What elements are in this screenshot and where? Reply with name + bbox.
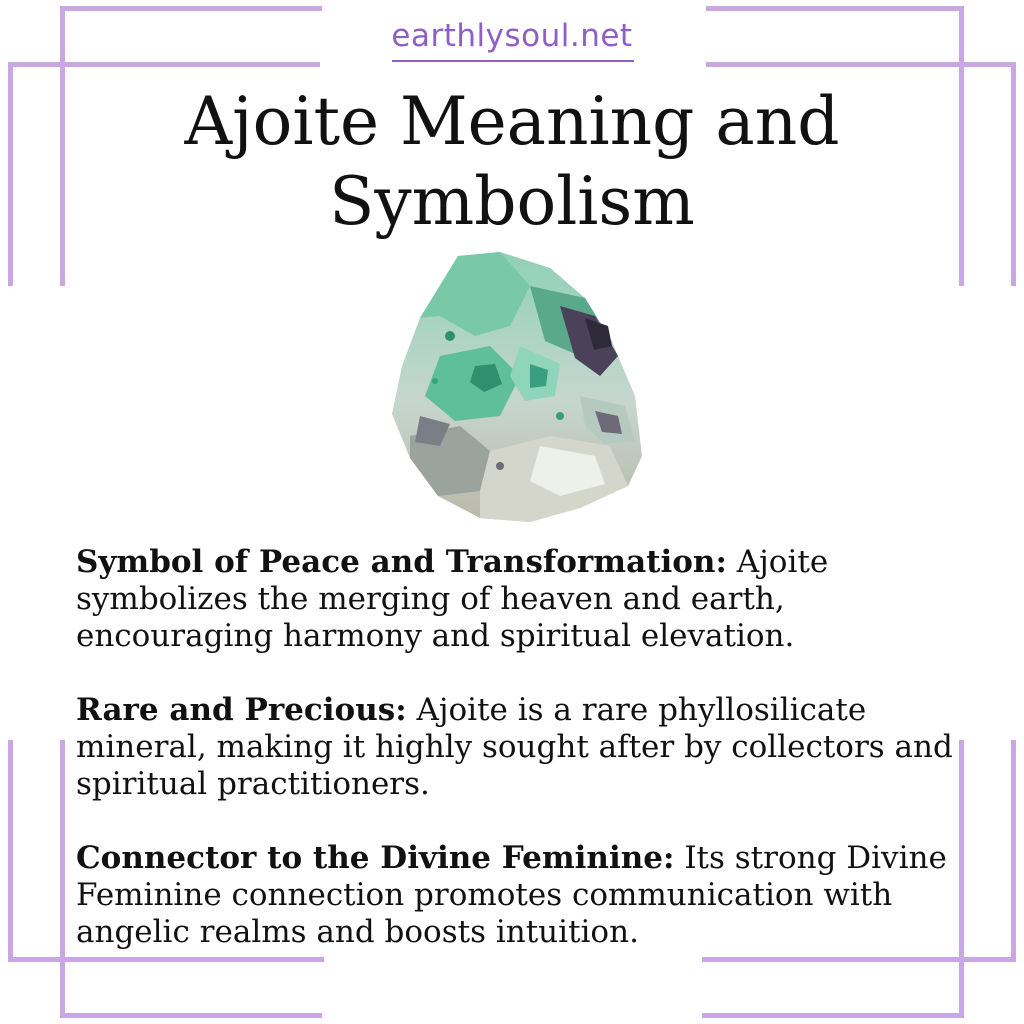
site-logo[interactable]: earthlysoul.net [391,18,633,54]
frame-line-left-horizontal-upper [8,62,320,67]
section-heading: Symbol of Peace and Transformation: [76,544,727,580]
section-rare-precious [76,692,966,803]
section-peace-transformation [76,544,966,655]
ajoite-crystal-image [380,246,650,528]
frame-line-top-right-horizontal [706,6,964,11]
frame-line-right-vertical-lower [1011,740,1016,962]
frame-line-left-vertical-lower [8,740,13,962]
section-body: Its strong Divine Feminine connection promotes communication with angelic realms and boosts intuition. [76,840,947,950]
frame-line-right-vertical-upper [1011,62,1016,286]
content-section [76,544,966,988]
frame-line-bottom-left-horizontal [60,1013,322,1018]
frame-line-bottom-right-horizontal [702,1013,964,1018]
section-heading: Connector to the Divine Feminine: [76,840,675,876]
section-divine-feminine [76,840,966,951]
section-heading: Rare and Precious: [76,692,407,728]
logo-underline [392,60,634,62]
frame-line-top-left-horizontal [60,6,322,11]
section-body: Ajoite symbolizes the merging of heaven and earth, encouraging harmony and spiritual elevation. [76,544,829,654]
frame-line-left-vertical-lower-inner [60,740,65,1018]
page-title: Ajoite Meaning and Symbolism [184,83,840,240]
section-body: Ajoite is a rare phyllosilicate mineral, making it highly sought after by collectors and spiritual practitioners. [76,692,953,802]
frame-line-left-vertical-upper [8,62,13,286]
frame-line-right-horizontal-upper [706,62,1016,67]
